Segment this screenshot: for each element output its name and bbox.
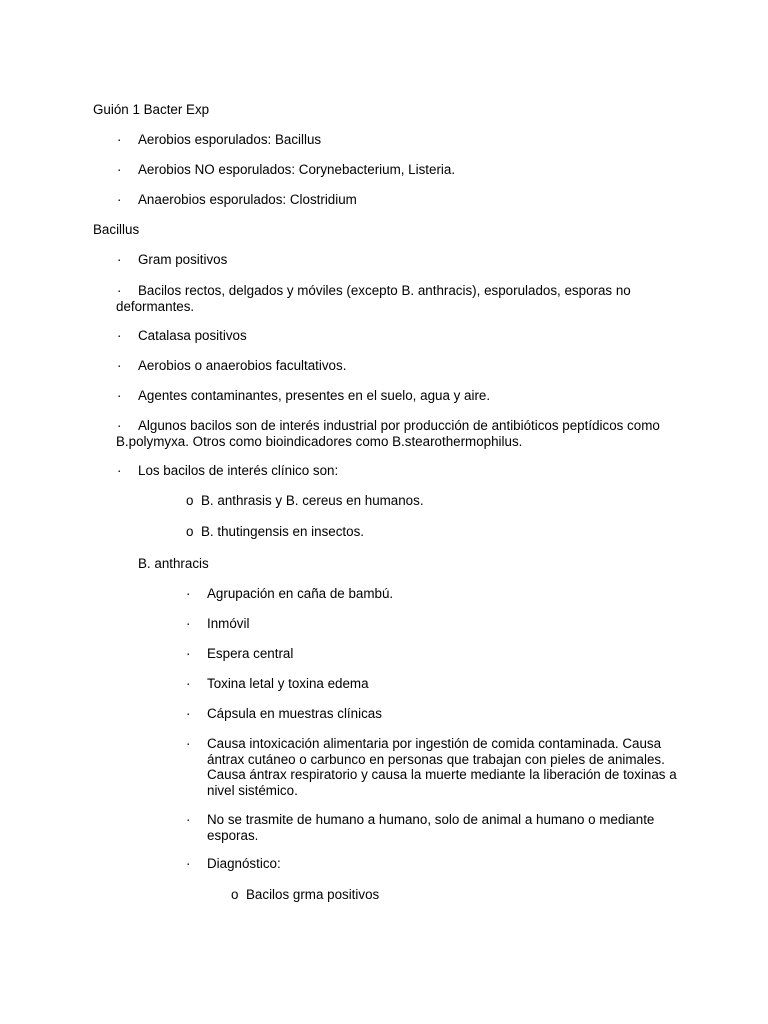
list-item: Catalasa positivos bbox=[138, 328, 247, 343]
bullet-marker: · bbox=[186, 856, 191, 871]
list-item: Algunos bacilos son de interés industrial por producción de antibióticos peptídicos como B.polymyxa. Otros como bioindicadores como B.stearothermophilus. bbox=[116, 418, 660, 449]
bullet-marker: · bbox=[117, 463, 122, 478]
list-item: Gram positivos bbox=[138, 252, 228, 267]
list-item: Espera central bbox=[207, 646, 294, 661]
bullet-marker: · bbox=[117, 252, 122, 267]
bullet-marker: · bbox=[186, 706, 191, 721]
bullet-marker: · bbox=[186, 616, 191, 631]
section-heading-anthracis: B. anthracis bbox=[138, 556, 209, 571]
bullet-marker: · bbox=[117, 132, 122, 147]
sub-list-item: B. anthrasis y B. cereus en humanos. bbox=[201, 493, 424, 508]
list-item: Aerobios o anaerobios facultativos. bbox=[138, 358, 347, 373]
list-item: Causa intoxicación alimentaria por ingestión de comida contaminada. Causa ántrax cutáneo o carbunco en personas que trabajan con pieles de animales. Causa ántrax respiratorio y causa la muerte mediante la liberación de toxinas a nivel sistémico. bbox=[207, 736, 677, 798]
document-title: Guión 1 Bacter Exp bbox=[93, 102, 210, 117]
bullet-marker: · bbox=[186, 646, 191, 661]
bullet-marker: · bbox=[186, 736, 191, 751]
bullet-marker: · bbox=[186, 676, 191, 691]
bullet-marker: · bbox=[186, 586, 191, 601]
bullet-marker: · bbox=[117, 283, 122, 298]
sub-list-item: B. thutingensis en insectos. bbox=[201, 524, 365, 539]
list-item: Bacilos rectos, delgados y móviles (excepto B. anthracis), esporulados, esporas no deformantes. bbox=[116, 283, 631, 314]
bullet-marker: · bbox=[117, 358, 122, 373]
bullet-marker: · bbox=[117, 418, 122, 433]
bullet-marker: · bbox=[117, 388, 122, 403]
bullet-marker: · bbox=[117, 162, 122, 177]
bullet-marker: · bbox=[186, 812, 191, 827]
list-item: Agentes contaminantes, presentes en el suelo, agua y aire. bbox=[138, 388, 491, 403]
list-item: Agrupación en caña de bambú. bbox=[207, 586, 394, 601]
sub-marker: o bbox=[231, 887, 239, 902]
list-item: Aerobios NO esporulados: Corynebacterium, Listeria. bbox=[138, 162, 456, 177]
bullet-marker: · bbox=[117, 192, 122, 207]
list-item: Anaerobios esporulados: Clostridium bbox=[138, 192, 357, 207]
list-item: Cápsula en muestras clínicas bbox=[207, 706, 382, 721]
bullet-marker: · bbox=[117, 328, 122, 343]
section-heading-bacillus: Bacillus bbox=[93, 222, 140, 237]
sub-marker: o bbox=[186, 493, 194, 508]
list-item: Toxina letal y toxina edema bbox=[207, 676, 369, 691]
list-item: Los bacilos de interés clínico son: bbox=[138, 463, 339, 478]
list-item: Inmóvil bbox=[207, 616, 250, 631]
sub-list-item: Bacilos grma positivos bbox=[246, 887, 380, 902]
list-item: Diagnóstico: bbox=[207, 856, 281, 871]
list-item: No se trasmite de humano a humano, solo de animal a humano o mediante esporas. bbox=[207, 812, 655, 843]
list-item: Aerobios esporulados: Bacillus bbox=[138, 132, 322, 147]
sub-marker: o bbox=[186, 524, 194, 539]
